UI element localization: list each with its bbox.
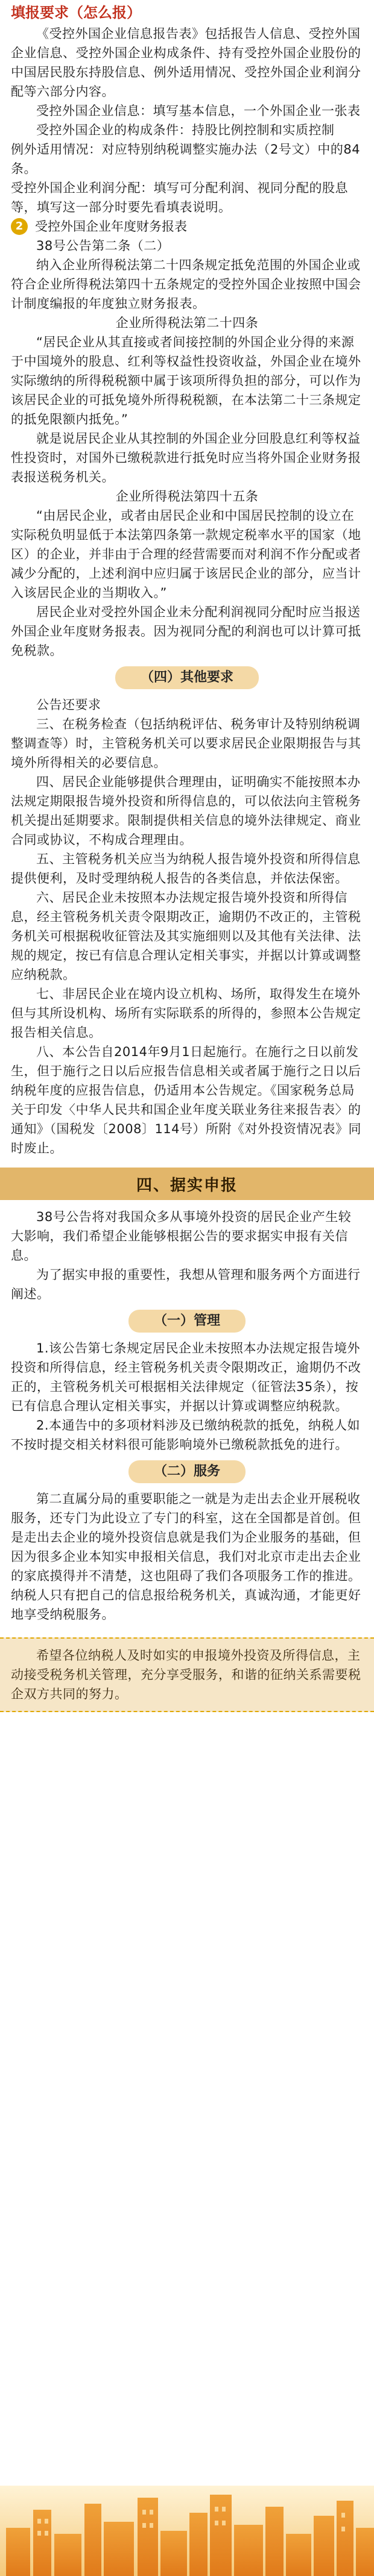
section-4-body xyxy=(11,1207,363,1624)
item-2-ref: 38号公告第二条（二） xyxy=(36,239,170,253)
management-pill: （一）管理 xyxy=(128,1310,246,1333)
management-paragraph: 1.该公告第七条规定居民企业未按照本办法规定报告境外投资和所得信息，经主管税务机关责令限期改正，逾期仍不改正的，主管税务机关可根据相关法律规定（征管法35条），按已有信息合理认定相关事实，并据以计算或调整应纳税款。 xyxy=(11,1341,361,1413)
service-paragraph: 第二直属分局的重要职能之一就是为走出去企业开展税收服务，还专门为此设立了专门的科室，这在全国都是首创。但是走出去企业的境外投资信息就是我们为企业服务的基础，但因为很多企业本知实申报相关信息，我们对北京市走出去企业的家底摸得并不清楚，这也阻碍了我们各项服务工作的推进。纳税人只有把自己的信息报给税务机关，真诚沟通，才能更好地享受纳税服务。 xyxy=(11,1492,361,1622)
management-paragraph: 2.本通告中的多项材料涉及已缴纳税款的抵免，纳税人如不按时提交相关材料很可能影响境外已缴税款抵免的进行。 xyxy=(11,1418,361,1452)
skyline-icon xyxy=(0,2486,374,2576)
intro-title: 填报要求（怎么报） xyxy=(11,4,141,21)
item-2-paragraph: “居民企业从其直接或者间接控制的外国企业分得的来源于中国境外的股息、红利等权益性投资收益，外国企业在境外实际缴纳的所得税税额中属于该项所得负担的部分，可以作为该居民企业的可抵免境外所得税税额，在本法第二十三条规定的抵免限额内抵免。” xyxy=(11,335,361,427)
intro-section xyxy=(11,2,363,217)
intro-paragraph: 受控外国企业利润分配：填写可分配利润、视同分配的股息等，填写这一部分时要先看填表说明。 xyxy=(11,181,348,214)
item-2-paragraph: “由居民企业，或者由居民企业和中国居民控制的设立在实际税负明显低于本法第四条第一款规定税率水平的国家（地区）的企业，并非由于合理的经营需要而对利润不作分配或者减少分配的，上述利润中应归属于该居民企业的部分，应当计入该居民企业的当期收入。” xyxy=(11,508,361,600)
section-4-paragraph: 为了据实申报的重要性，我想从管理和服务两个方面进行阐述。 xyxy=(11,1268,361,1301)
city-skyline-illustration xyxy=(0,2486,374,2576)
item-2-paragraph: 就是说居民企业从其控制的外国企业分回股息红利等权益性投资时，对国外已缴税款进行抵免时应当将外国企业财务报表报送税务机关。 xyxy=(11,431,361,484)
item-2-paragraph: 纳入企业所得税法第二十四条规定抵免范围的外国企业或符合企业所得税法第四十五条规定的受控外国企业按照中国会计制度编报的年度独立财务报表。 xyxy=(11,258,361,311)
requirement-paragraph: 四、居民企业能够提供合理理由，证明确实不能按照本办法规定期限报告境外投资和所得信息的，可以依法向主管税务机关提出延期要求。限制提供相关信息的境外法律规定、商业合同或协议，不构成合理理由。 xyxy=(11,775,361,847)
intro-paragraph: 《受控外国企业信息报告表》包括报告人信息、受控外国企业信息、受控外国企业构成条件、持有受控外国企业股份的中国居民股东持股信息、例外适用情况、受控外国企业利润分配等六部分内容。 xyxy=(11,27,361,99)
other-requirements-pill: （四）其他要求 xyxy=(115,666,259,689)
requirement-paragraph: 五、主管税务机关应当为纳税人报告境外投资和所得信息提供便利，及时受理纳税人报告的各类信息，并依法保密。 xyxy=(11,852,361,886)
intro-paragraph: 例外适用情况：对应特别纳税调整实施办法（2号文）中的84条。 xyxy=(11,142,361,176)
item-2-paragraph: 居民企业对受控外国企业未分配利润视同分配时应当报送外国企业年度财务报表。因为视同分配的利润也可以计算可抵免税款。 xyxy=(11,605,361,658)
section-4-paragraph: 38号公告将对我国众多从事境外投资的居民企业产生较大影响，我们希望企业能够根据公告的要求据实申报有关信息。 xyxy=(11,1210,352,1263)
closing-paragraph: 希望各位纳税人及时如实的申报境外投资及所得信息，主动接受税务机关管理，充分享受服务，和谐的征纳关系需要税企双方共同的努力。 xyxy=(11,1648,361,1701)
item-2-heading xyxy=(11,217,363,236)
closing-box xyxy=(0,1637,374,1712)
law-article-heading: 企业所得税法第二十四条 xyxy=(115,316,259,330)
intro-paragraph: 受控外国企业信息：填写基本信息，一个外国企业一张表 xyxy=(36,104,361,118)
requirement-paragraph: 八、本公告自2014年9月1日起施行。在施行之日以前发生，但于施行之日以后应报告信息相关或者属于施行之日以后纳税年度的应报告信息，仍适用本公告规定。《国家税务总局关于印发〈中华人民共和国企业年度关联业务往来报告表〉的通知》（国税发〔2008〕114号）所附《对外投资情况表》同时废止。 xyxy=(11,1045,362,1155)
item-2-title: 受控外国企业年度财务报表 xyxy=(35,219,187,234)
service-pill: （二）服务 xyxy=(128,1460,246,1483)
section-4-heading: 四、据实申报 xyxy=(0,1168,374,1200)
requirement-paragraph: 三、在税务检查（包括纳税评估、税务审计及特别纳税调整调查等）时，主管税务机关可以要求居民企业限期报告与其境外所得相关的必要信息。 xyxy=(11,717,361,770)
number-badge: 2 xyxy=(11,218,28,235)
other-requirements-section xyxy=(11,666,363,1158)
requirement-paragraph: 公告还要求 xyxy=(36,698,101,712)
requirement-paragraph: 七、非居民企业在境内设立机构、场所，取得发生在境外但与其所设机构、场所有实际联系的所得的，参照本公告规定报告相关信息。 xyxy=(11,987,361,1040)
law-article-heading: 企业所得税法第四十五条 xyxy=(115,489,259,504)
item-2-section xyxy=(11,217,363,660)
requirement-paragraph: 六、居民企业未按照本办法规定报告境外投资和所得信息，经主管税务机关责令限期改正，逾期仍不改正的，主管税务机关可根据税收征管法及其实施细则以及其他有关法律、法规的规定，按已有信息合理认定相关事实，并据以计算或调整应纳税款。 xyxy=(11,890,361,982)
intro-paragraph: 受控外国企业的构成条件：持股比例控制和实质控制 xyxy=(36,123,335,137)
